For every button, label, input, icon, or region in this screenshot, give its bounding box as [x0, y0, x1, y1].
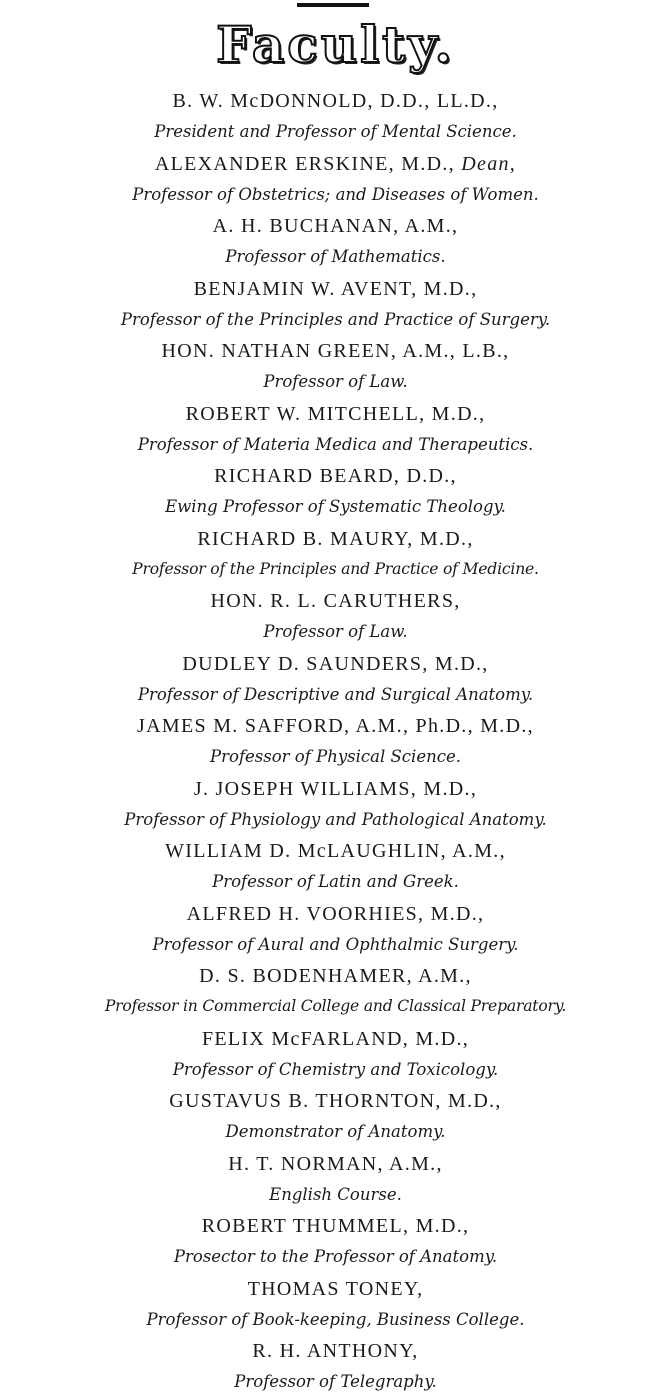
faculty-role: Professor of Materia Medica and Therapeutics.	[137, 434, 534, 454]
faculty-entry	[0, 149, 671, 212]
faculty-name: BENJAMIN W. AVENT, M.D.,	[193, 277, 478, 300]
faculty-entry	[0, 336, 671, 399]
page-title: Faculty.	[216, 15, 455, 74]
faculty-name: THOMAS TONEY,	[247, 1277, 424, 1300]
faculty-list	[0, 86, 671, 1399]
faculty-name-suffix: Dean,	[461, 152, 517, 175]
faculty-name: RICHARD B. MAURY, M.D.,	[197, 527, 474, 550]
faculty-name: HON. NATHAN GREEN, A.M., L.B.,	[161, 340, 510, 362]
faculty-name: WILLIAM D. McLAUGHLIN, A.M.,	[165, 840, 506, 862]
faculty-name: A. H. BUCHANAN, A.M.,	[212, 215, 459, 237]
faculty-entry	[0, 1024, 671, 1087]
faculty-entry	[0, 211, 671, 274]
faculty-role: Professor of Law.	[263, 372, 408, 391]
faculty-entry	[0, 461, 671, 524]
faculty-entry	[0, 961, 671, 1024]
faculty-name: R. H. ANTHONY,	[252, 1340, 419, 1362]
top-rule	[297, 3, 369, 7]
faculty-role: Demonstrator of Anatomy.	[225, 1122, 446, 1141]
faculty-entry	[0, 1086, 671, 1149]
faculty-name: B. W. McDONNOLD, D.D., LL.D.,	[172, 90, 499, 112]
faculty-entry	[0, 899, 671, 962]
faculty-name: FELIX McFARLAND, M.D.,	[201, 1027, 470, 1050]
faculty-name: HON. R. L. CARUTHERS,	[210, 590, 461, 612]
faculty-entry	[0, 836, 671, 899]
faculty-name: RICHARD BEARD, D.D.,	[214, 465, 457, 487]
faculty-name: ROBERT W. MITCHELL, M.D.,	[185, 402, 486, 425]
faculty-entry	[0, 524, 671, 587]
faculty-role: Professor of Book-keeping, Business College.	[146, 1309, 525, 1329]
faculty-name: GUSTAVUS B. THORNTON, M.D.,	[169, 1090, 502, 1112]
faculty-role: Professor of Mathematics.	[225, 247, 446, 266]
faculty-role: Professor of Latin and Greek.	[212, 872, 459, 891]
faculty-entry	[0, 1274, 671, 1337]
faculty-role: English Course.	[269, 1184, 402, 1204]
faculty-role: Professor of Descriptive and Surgical Anatomy.	[137, 684, 534, 704]
faculty-entry	[0, 1336, 671, 1399]
faculty-role: Professor of Aural and Ophthalmic Surgery.	[152, 934, 519, 954]
faculty-role: Professor of Law.	[263, 622, 408, 641]
faculty-role: Ewing Professor of Systematic Theology.	[165, 497, 506, 516]
faculty-name: ALFRED H. VOORHIES, M.D.,	[186, 902, 485, 925]
faculty-entry	[0, 774, 671, 837]
faculty-role: Professor of the Principles and Practice of Surgery.	[120, 309, 551, 329]
faculty-entry	[0, 86, 671, 149]
faculty-name: H. T. NORMAN, A.M.,	[228, 1152, 443, 1175]
faculty-role: Professor of Physiology and Pathological Anatomy.	[124, 809, 547, 829]
faculty-name: ROBERT THUMMEL, M.D.,	[201, 1215, 470, 1237]
faculty-name: J. JOSEPH WILLIAMS, M.D.,	[193, 777, 478, 800]
faculty-entry	[0, 586, 671, 649]
faculty-name: DUDLEY D. SAUNDERS, M.D.,	[182, 652, 489, 675]
faculty-role: Prosector to the Professor of Anatomy.	[173, 1247, 498, 1266]
faculty-role: Professor of the Principles and Practice of Medicine.	[132, 559, 539, 578]
faculty-role: Professor of Chemistry and Toxicology.	[172, 1059, 499, 1079]
faculty-entry	[0, 274, 671, 337]
faculty-name: JAMES M. SAFFORD, A.M., Ph.D., M.D.,	[137, 715, 534, 737]
faculty-name: D. S. BODENHAMER, A.M.,	[199, 965, 472, 987]
faculty-entry	[0, 649, 671, 712]
faculty-role: Professor of Obstetrics; and Diseases of Women.	[132, 184, 539, 204]
faculty-entry	[0, 711, 671, 774]
faculty-role: Professor of Physical Science.	[210, 747, 461, 766]
faculty-entry	[0, 1211, 671, 1274]
faculty-entry	[0, 1149, 671, 1212]
faculty-name: ALEXANDER ERSKINE, M.D., Dean,	[154, 152, 517, 175]
faculty-entry	[0, 399, 671, 462]
faculty-role: Professor in Commercial College and Classical Preparatory.	[104, 997, 567, 1015]
faculty-role: Professor of Telegraphy.	[234, 1372, 437, 1391]
faculty-role: President and Professor of Mental Science.	[154, 122, 517, 141]
